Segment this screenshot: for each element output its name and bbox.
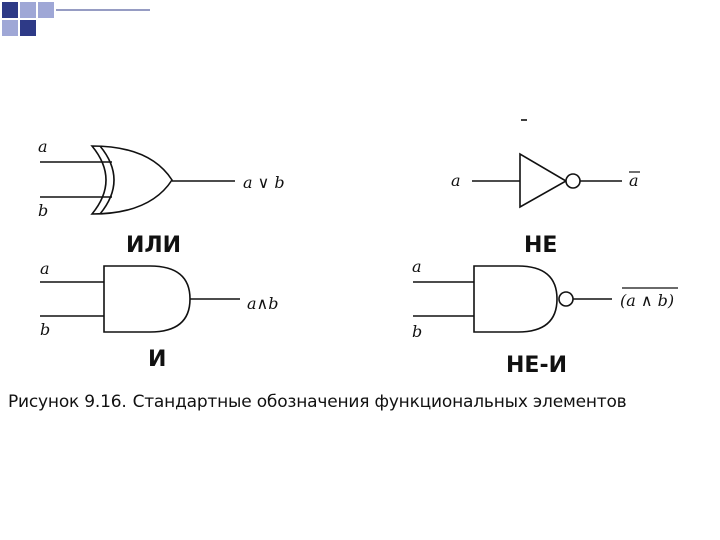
and-gate-title: И	[148, 347, 167, 372]
and-input-b-label: b	[40, 320, 51, 339]
not-gate-triangle	[520, 154, 566, 207]
figure-caption	[8, 392, 714, 412]
nand-input-a-label: a	[412, 257, 422, 276]
not-gate-title: НЕ	[524, 233, 558, 258]
figure-number: Рисунок 9.16.	[8, 392, 127, 412]
and-gate-body	[104, 266, 190, 332]
or-input-a-label: a	[38, 137, 48, 156]
nand-inverter-bubble	[559, 292, 573, 306]
or-input-b-label: b	[38, 201, 49, 220]
not-gate	[451, 120, 640, 258]
not-inverter-bubble	[566, 174, 580, 188]
and-input-a-label: a	[40, 259, 50, 278]
or-gate	[38, 137, 285, 258]
and-output-label: a∧b	[247, 294, 279, 313]
and-gate	[40, 259, 279, 372]
or-gate-title: ИЛИ	[126, 233, 182, 258]
or-output-label: a ∨ b	[243, 173, 285, 192]
nand-gate-title: НЕ-И	[506, 353, 567, 378]
not-output-label: a	[629, 171, 639, 190]
figure-caption-text: Стандартные обозначения функциональных элементов	[132, 392, 627, 412]
or-gate-body	[92, 146, 172, 214]
nand-gate-body	[474, 266, 557, 332]
nand-output-label: (a ∧ b)	[620, 291, 675, 310]
nand-input-b-label: b	[412, 322, 423, 341]
nand-gate	[412, 257, 678, 378]
not-input-label: a	[451, 171, 461, 190]
